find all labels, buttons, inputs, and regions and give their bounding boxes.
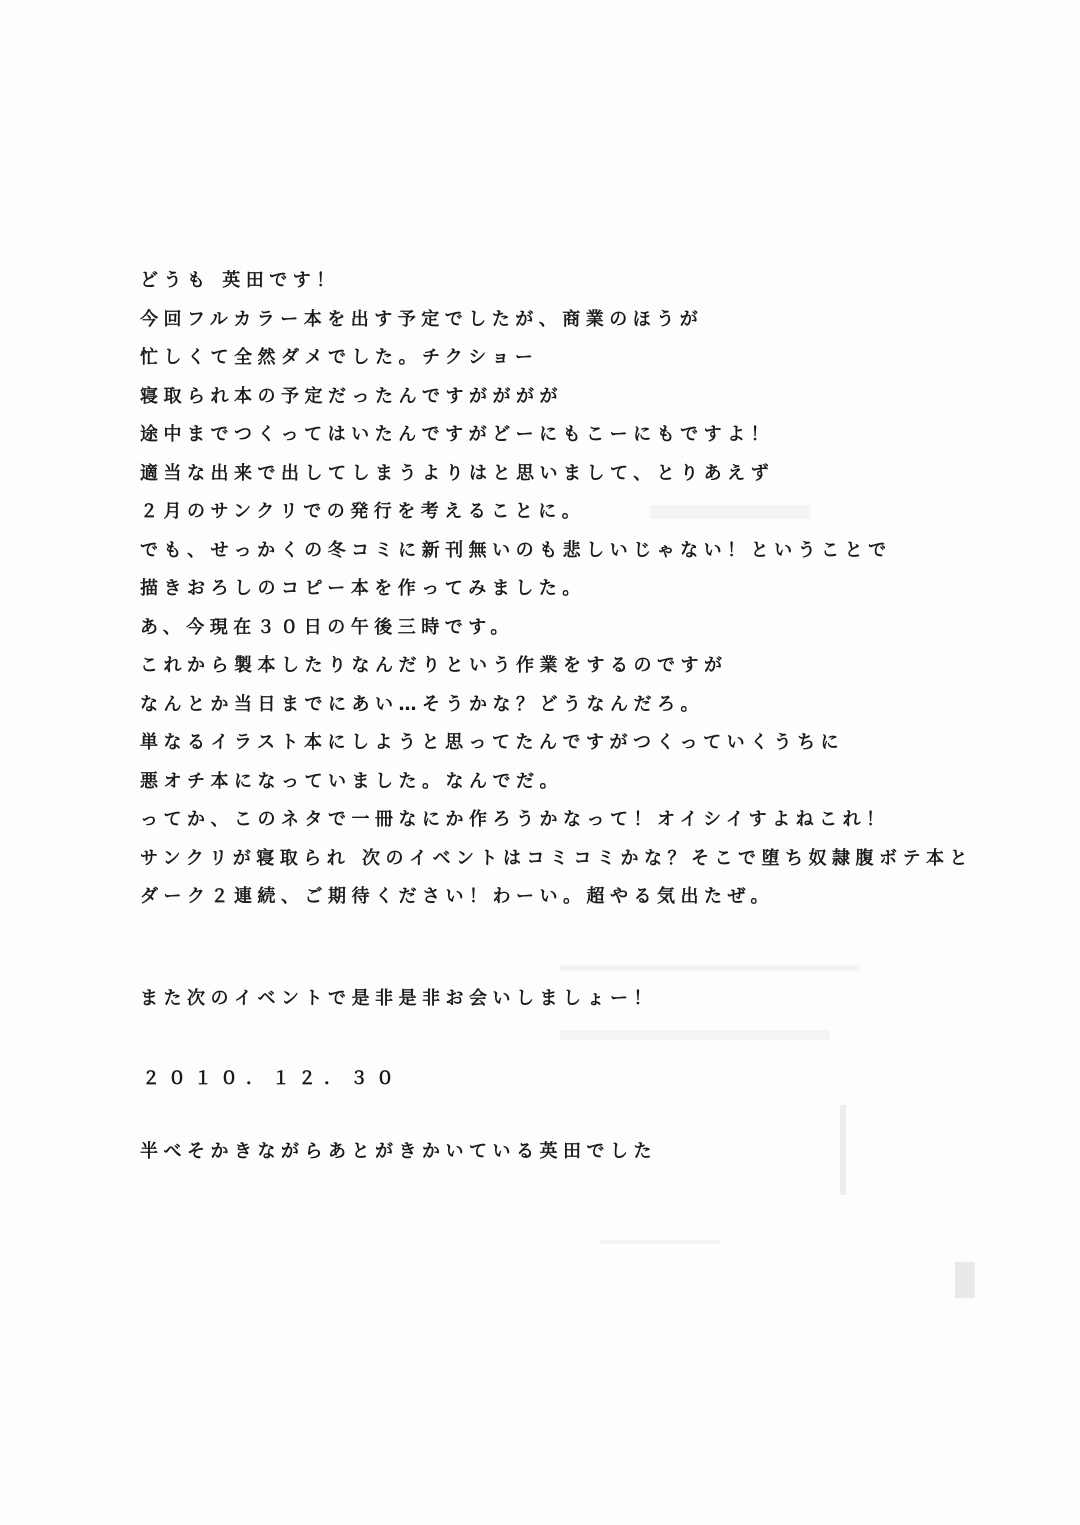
afterword-line: ってか、このネタで一冊なにか作ろうかなって！オイシイすよねこれ！	[140, 809, 890, 830]
afterword-line: 適当な出来で出してしまうよりはと思いまして、とりあえず	[140, 462, 775, 484]
bleed-through-mark	[600, 1240, 720, 1244]
afterword-line: ダーク２連続、ご期待ください！わーい。超やる気出たぜ。	[140, 886, 774, 907]
afterword-line: 今回フルカラー本を出す予定でしたが、商業のほうが	[140, 308, 704, 330]
afterword-line: 忙しくて全然ダメでした。チクショー	[140, 347, 539, 368]
signoff-line: 半べそかきながらあとがきかいている英田でした	[140, 1141, 657, 1162]
closing-line: また次のイベントで是非是非お会いしましょー！	[140, 988, 657, 1009]
afterword-line: サンクリが寝取られ 次のイベントはコミコミかな？そこで堕ち奴隷腹ボテ本と	[140, 847, 974, 869]
bleed-through-mark	[955, 1262, 975, 1298]
bleed-through-mark	[560, 965, 860, 971]
bleed-through-mark	[840, 1105, 846, 1195]
afterword-line: ２月のサンクリでの発行を考えることに。	[140, 501, 586, 522]
afterword-line: 途中までつくってはいたんですがどーにもこーにもですよ！	[140, 424, 775, 445]
afterword-line: なんとか当日までにあい…そうかな？どうなんだろ。	[140, 693, 704, 715]
afterword-body	[140, 262, 974, 917]
date-line: ２０１０．１２．３０	[142, 1068, 402, 1089]
bleed-through-mark	[560, 1030, 830, 1040]
afterword-line: 単なるイラスト本にしようと思ってたんですがつくっていくうちに	[140, 732, 845, 753]
afterword-line: 寝取られ本の予定だったんですがががが	[140, 385, 563, 407]
afterword-line: 悪オチ本になっていました。なんでだ。	[140, 770, 563, 792]
afterword-line: これから製本したりなんだりという作業をするのですが	[140, 655, 728, 676]
afterword-line: でも、せっかくの冬コミに新刊無いのも悲しいじゃない！ということで	[140, 539, 892, 561]
afterword-line: あ、今現在３０日の午後三時です。	[140, 616, 514, 638]
afterword-line: どうも 英田です！	[140, 270, 340, 291]
afterword-line: 描きおろしのコピー本を作ってみました。	[140, 578, 586, 599]
